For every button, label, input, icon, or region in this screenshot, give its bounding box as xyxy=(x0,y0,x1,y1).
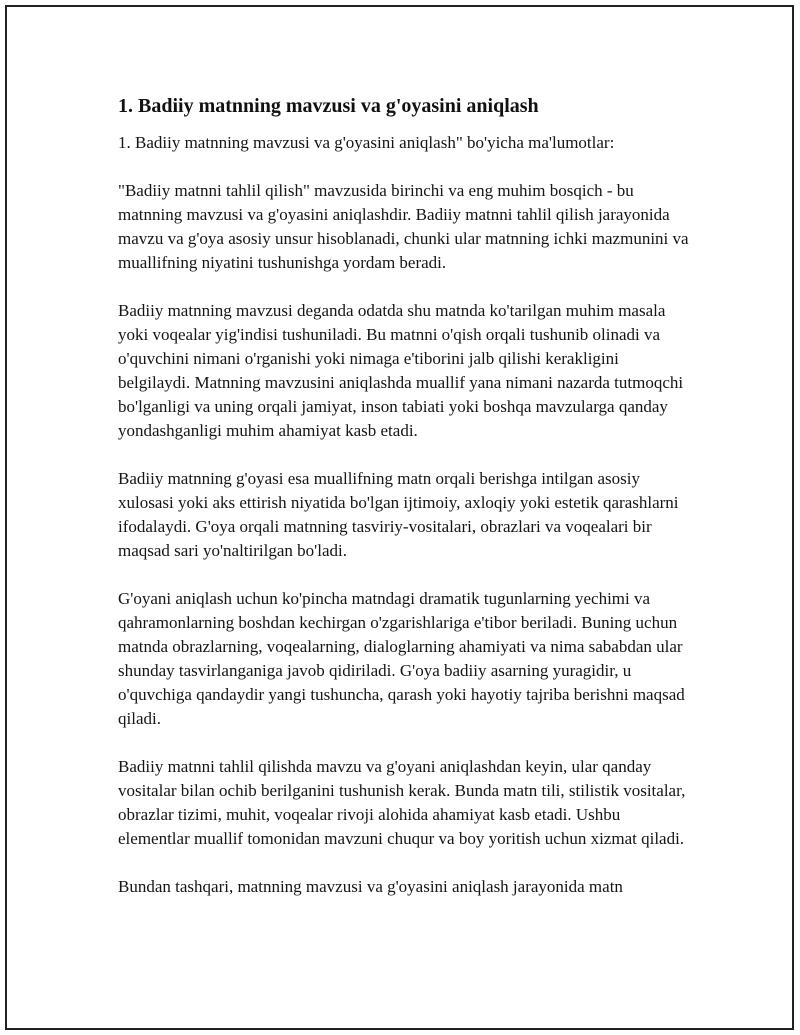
paragraph-idea-identification: G'oyani aniqlash uchun ko'pincha matndagi dramatik tugunlarning yechimi va qahramonlarning boshdan kechirgan o'zgarishlariga e'tibor beriladi. Buning uchun matnda obrazlarning, voqealarning, dialoglarning ahamiyati va nima sababdan ular shunday tasvirlanganiga javob qidiriladi. G'oya badiiy asarning yuragidir, u o'quvchiga qandaydir yangi tushuncha, qarash yoki hayotiy tajriba berishni maqsad qiladi. xyxy=(118,589,685,728)
paragraph-continuation: Bundan tashqari, matnning mavzusi va g'oyasini aniqlash jarayonida matn xyxy=(118,877,623,896)
document-title: 1. Badiiy matnning mavzusi va g'oyasini aniqlash xyxy=(118,95,539,117)
paragraph-means-of-expression: Badiiy matnni tahlil qilishda mavzu va g'oyani aniqlashdan keyin, ular qanday vositalar bilan ochib berilganini tushunish kerak. Bunda matn tili, stilistik vositalar, obrazlar tizimi, muhit, voqealar rivoji alohida ahamiyat kasb etadi. Ushbu elementlar muallif tomonidan mavzuni chuqur va boy yoritish uchun xizmat qiladi. xyxy=(118,757,686,848)
paragraph-theme-definition: Badiiy matnning mavzusi deganda odatda shu matnda ko'tarilgan muhim masala yoki voqealar yig'indisi tushuniladi. Bu matnni o'qish orqali tushunib olinadi va o'quvchini nimani o'rganishi yoki nimaga e'tiborini jalb qilishi kerakligini belgilaydi. Matnning mavzusini aniqlashda muallif yana nimani nazarda tutmoqchi bo'lganligi va uning orqali jamiyat, inson tabiati yoki boshqa mavzularga qanday yondashganligi muhim ahamiyat kasb etadi. xyxy=(118,301,684,440)
intro-paragraph: 1. Badiiy matnning mavzusi va g'oyasini aniqlash" bo'yicha ma'lumotlar: xyxy=(118,133,615,152)
paragraph-analysis-stage: "Badiiy matnni tahlil qilish" mavzusida birinchi va eng muhim bosqich - bu matnning mavzusi va g'oyasini aniqlashdir. Badiiy matnni tahlil qilish jarayonida mavzu va g'oya asosiy unsur hisoblanadi, chunki ular matnning ichki mazmunini va muallifning niyatini tushunishga yordam beradi. xyxy=(118,181,689,272)
document-body xyxy=(118,94,693,923)
paragraph-idea-definition: Badiiy matnning g'oyasi esa muallifning matn orqali berishga intilgan asosiy xulosasi yoki aks ettirish niyatida bo'lgan ijtimoiy, axloqiy yoki estetik qarashlarni ifodalaydi. G'oya orqali matnning tasviriy-vositalari, obrazlari va voqealari bir maqsad sari yo'naltirilgan bo'ladi. xyxy=(118,469,679,560)
